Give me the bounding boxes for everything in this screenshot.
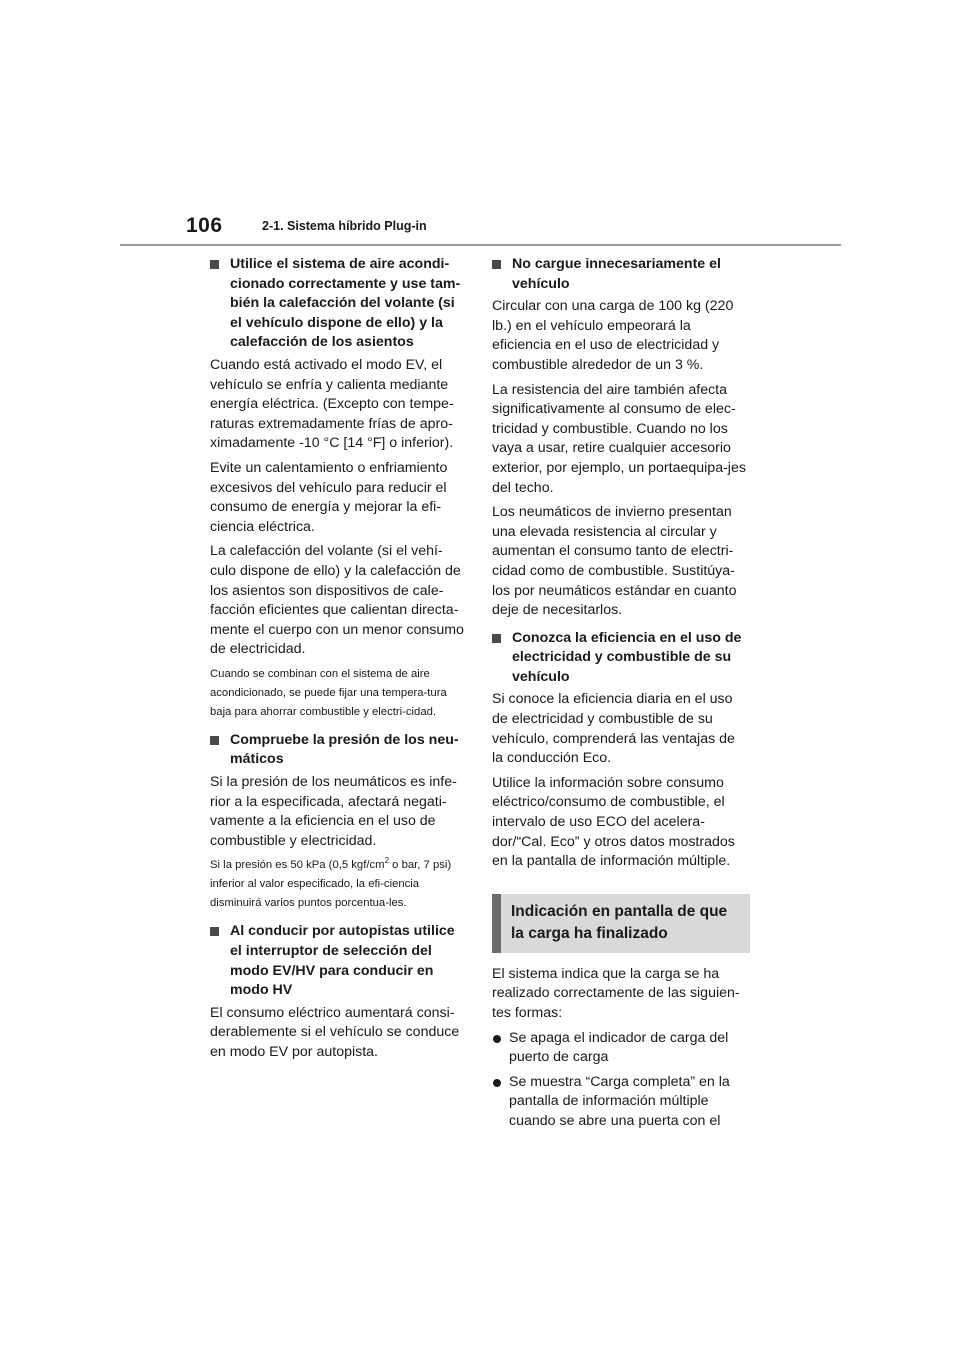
- list-item-text: Se apaga el indicador de carga del puerto de carga: [509, 1029, 729, 1066]
- list-item: [492, 1029, 747, 1068]
- square-bullet-icon: [210, 260, 219, 269]
- list-item: [492, 1073, 747, 1132]
- bullet-dot-icon: [493, 1035, 501, 1043]
- heading-efficiency: [492, 629, 747, 688]
- square-bullet-icon: [210, 736, 219, 745]
- square-bullet-icon: [492, 634, 501, 643]
- paragraph: Utilice la información sobre consumo eléctrico/consumo de combustible, el intervalo de uso ECO del acelera-dor/“Cal. Eco” y otros datos mostrados en la pantalla de información múltiple.: [492, 774, 735, 870]
- note-text: Si la presión es 50 kPa (0,5 kgf/$cm^2$ o bar, 7 psi) inferior al valor especificado, la efi-ciencia disminuirá varios puntos porcentua-les.: [210, 856, 452, 910]
- heading-text: Al conducir por autopistas utilice el interruptor de selección del modo EV/HV para conducir en modo HV: [230, 923, 455, 999]
- paragraph: El sistema indica que la carga se ha realizado correctamente de las siguien-tes formas:: [492, 965, 740, 1021]
- heading-text: No cargue innecesariamente el vehículo: [512, 256, 721, 292]
- square-bullet-icon: [492, 260, 501, 269]
- heading-unnecessary-load: [492, 255, 747, 294]
- superscript: 2: [384, 856, 390, 866]
- paragraph: Los neumáticos de invierno presentan una elevada resistencia al circular y aumentan el consumo tanto de electri-cidad como de combustible. Sustitúya-los por neumáticos estándar en cuanto deje de necesitarlos.: [492, 504, 737, 619]
- heading-highway-hv-mode: [210, 922, 465, 1000]
- section-title: 2-1. Sistema híbrido Plug-in: [262, 219, 427, 233]
- section-banner: Indicación en pantalla de que la carga ha finalizado: [492, 894, 750, 953]
- bullet-dot-icon: [493, 1079, 501, 1087]
- heading-text: Conozca la eficiencia en el uso de electricidad y combustible de su vehículo: [512, 629, 742, 685]
- paragraph: Si la presión de los neumáticos es infe-rior a la especificada, afectará negati-vamente a la eficiencia en el uso de combustible y electricidad.: [210, 774, 457, 849]
- paragraph: Cuando está activado el modo EV, el vehículo se enfría y calienta mediante energía eléctrica. (Excepto con tempe-raturas extremadamente frías de apro-ximadamente -10 °C [14 °F] o inferior).: [210, 356, 454, 452]
- paragraph: La calefacción del volante (si el vehí-culo dispone de ello) y la calefacción de los asientos son dispositivos de cale-facción eficientes que calientan directa-mente el cuerpo con un menor consumo de electricidad.: [210, 543, 464, 658]
- paragraph: Evite un calentamiento o enfriamiento excesivos del vehículo para reducir el consumo de energía y mejorar la efi-ciencia eléctrica.: [210, 459, 448, 535]
- list-item-text: Se muestra “Carga completa” en la pantalla de información múltiple cuando se abre una puerta con el: [509, 1073, 730, 1129]
- square-bullet-icon: [210, 927, 219, 936]
- paragraph: Circular con una carga de 100 kg (220 lb.) en el vehículo empeorará la eficiencia en el uso de electricidad y combustible alrededor de un 3 %.: [492, 298, 734, 373]
- note-text: Cuando se combinan con el sistema de aire acondicionado, se puede fijar una tempera-tura baja para ahorrar combustible y electri-cidad.: [210, 667, 447, 718]
- heading-tire-pressure: [210, 731, 465, 770]
- paragraph: La resistencia del aire también afecta significativamente al consumo de elec-tricidad y combustible. Cuando no los vaya a usar, retire cualquier accesorio exterior, por ejemplo, un portaequipa-jes del techo.: [492, 381, 746, 496]
- header-divider: [120, 244, 841, 246]
- page-number: 106: [186, 214, 223, 237]
- right-column: [492, 255, 747, 1137]
- paragraph: El consumo eléctrico aumentará consi-derablemente si el vehículo se conduce en modo EV por autopista.: [210, 1004, 460, 1060]
- paragraph: Si conoce la eficiencia diaria en el uso de electricidad y combustible de su vehículo, comprenderá las ventajas de la conducción Eco.: [492, 691, 735, 767]
- heading-text: Compruebe la presión de los neu-máticos: [230, 731, 459, 768]
- heading-air-conditioning: [210, 255, 465, 353]
- left-column: [210, 255, 465, 1068]
- heading-text: Utilice el sistema de aire acondi-cionado correctamente y use tam-bién la calefacción del volante (si el vehículo dispone de ello) y la calefacción de los asientos: [230, 256, 461, 351]
